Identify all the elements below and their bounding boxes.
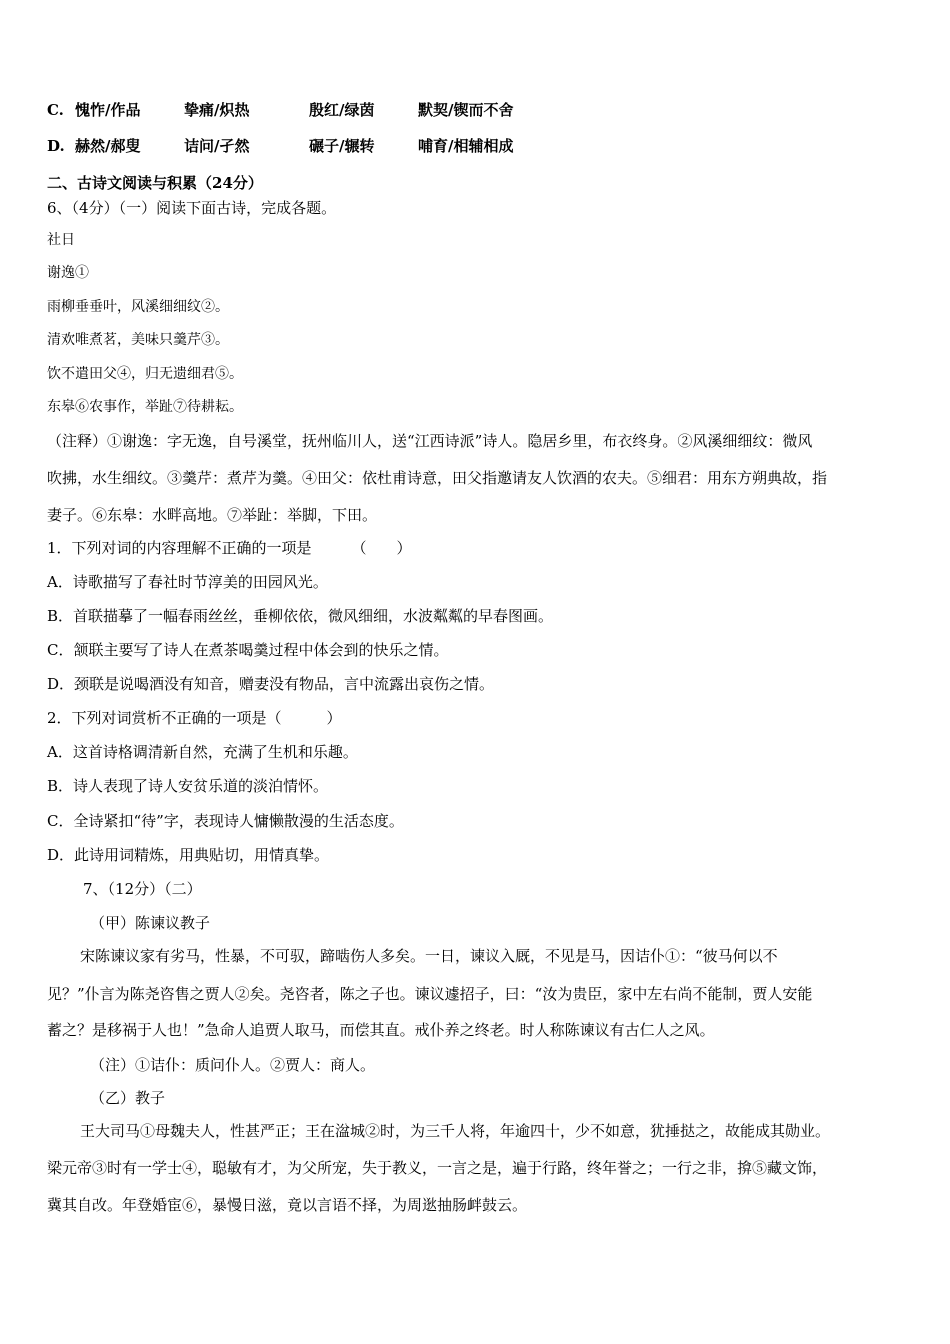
answer-blank: （ ） [351, 539, 412, 557]
answer-option-d: D．颈联是说喝酒没有知音，赠妻没有物品，言中流露出哀伤之情。 [47, 675, 495, 693]
passage-jia-note: （注）①诘仆：质问仆人。②贾人：商人。 [90, 1056, 376, 1074]
option-item: 殷红/绿茵 [309, 101, 375, 119]
option-item: 哺育/相辅相成 [418, 137, 514, 155]
poem-line: 饮不遣田父④，归无遗细君⑤。 [47, 366, 243, 382]
option-item: 诘问/孑然 [184, 137, 250, 155]
passage-yi-line: 王大司马①母魏夫人，性甚严正；王在湓城②时，为三千人将，年逾四十，少不如意，犹捶挞之，故能成其勋业。 [80, 1122, 831, 1140]
option-item: 默契/锲而不舍 [418, 101, 514, 119]
option-item: 愧怍/作品 [75, 101, 141, 119]
subquestion-1-stem [47, 537, 412, 559]
question-6-intro: 6、（4分）（一）阅读下面古诗，完成各题。 [47, 199, 337, 217]
passage-yi-line: 梁元帝③时有一学士④，聪敏有才，为父所宠，失于教义，一言之是，遍于行路，终年誉之；一行之非，揜⑤藏文饰， [47, 1159, 828, 1177]
answer-option-a: A．这首诗格调清新自然，充满了生机和乐趣。 [47, 743, 358, 761]
poem-notes-line: 妻子。⑥东皋：水畔高地。⑦举趾：举脚，下田。 [47, 506, 378, 524]
option-row-c [47, 99, 927, 121]
option-row-d [47, 135, 927, 157]
passage-yi-title: （乙）教子 [90, 1089, 166, 1107]
option-letter: C. [47, 101, 64, 119]
passage-jia-title: （甲）陈谏议教子 [90, 914, 211, 932]
passage-jia-line: 见？”仆言为陈尧咨售之贾人②矣。尧咨者，陈之子也。谏议遽招子，曰：“汝为贵臣，家中左右尚不能制，贾人安能 [47, 985, 813, 1003]
passage-jia-line: 宋陈谏议家有劣马，性暴，不可驭，蹄啮伤人多矣。一日，谏议入厩，不见是马，因诘仆①：“彼马何以不 [80, 947, 778, 965]
poem-author: 谢逸① [47, 265, 89, 281]
poem-line: 雨柳垂垂叶，风溪细细纹②。 [47, 299, 229, 315]
passage-yi-line: 冀其自改。年登婚宦⑥，暴慢日滋，竟以言语不择，为周逖抽肠衅鼓云。 [47, 1196, 528, 1214]
answer-option-c: C．颔联主要写了诗人在煮茶喝羹过程中体会到的快乐之情。 [47, 641, 449, 659]
answer-option-c: C．全诗紧扣“待”字，表现诗人慵懒散漫的生活态度。 [47, 812, 404, 830]
answer-option-b: B．诗人表现了诗人安贫乐道的淡泊情怀。 [47, 777, 329, 795]
option-item: 碾子/辗转 [309, 137, 375, 155]
poem-notes-line: 吹拂，水生细纹。③羹芹：煮芹为羹。④田父：依杜甫诗意，田父指邀请友人饮酒的农夫。⑤细君：用东方朔典故，指 [47, 469, 828, 487]
poem-notes-line: （注释）①谢逸：字无逸，自号溪堂，抚州临川人，送“江西诗派”诗人。隐居乡里，布衣终身。②风溪细细纹：微风 [47, 432, 813, 450]
answer-option-d: D．此诗用词精炼，用典贴切，用情真挚。 [47, 846, 330, 864]
option-item: 挚痛/炽热 [184, 101, 250, 119]
poem-line: 清欢唯煮茗，美味只羹芹③。 [47, 332, 229, 348]
answer-option-b: B．首联描摹了一幅春雨丝丝，垂柳依依，微风细细，水波粼粼的早春图画。 [47, 607, 554, 625]
poem-line: 东皋⑥农事作，举趾⑦待耕耘。 [47, 399, 243, 415]
option-item: 赫然/郝叟 [75, 137, 141, 155]
subquestion-2-stem: 2．下列对词赏析不正确的一项是（ ） [47, 709, 342, 727]
option-letter: D. [47, 137, 65, 155]
section-heading: 二、古诗文阅读与积累（24分） [47, 174, 263, 192]
passage-jia-line: 蓄之？是移祸于人也！”急命人追贾人取马，而偿其直。戒仆养之终老。时人称陈谏议有古仁人之风。 [47, 1021, 715, 1039]
answer-option-a: A．诗歌描写了春社时节淳美的田园风光。 [47, 573, 328, 591]
poem-title: 社日 [47, 232, 75, 248]
subquestion-stem-text: 1．下列对词的内容理解不正确的一项是 [47, 539, 312, 557]
question-7-intro: 7、（12分）（二） [83, 880, 202, 898]
